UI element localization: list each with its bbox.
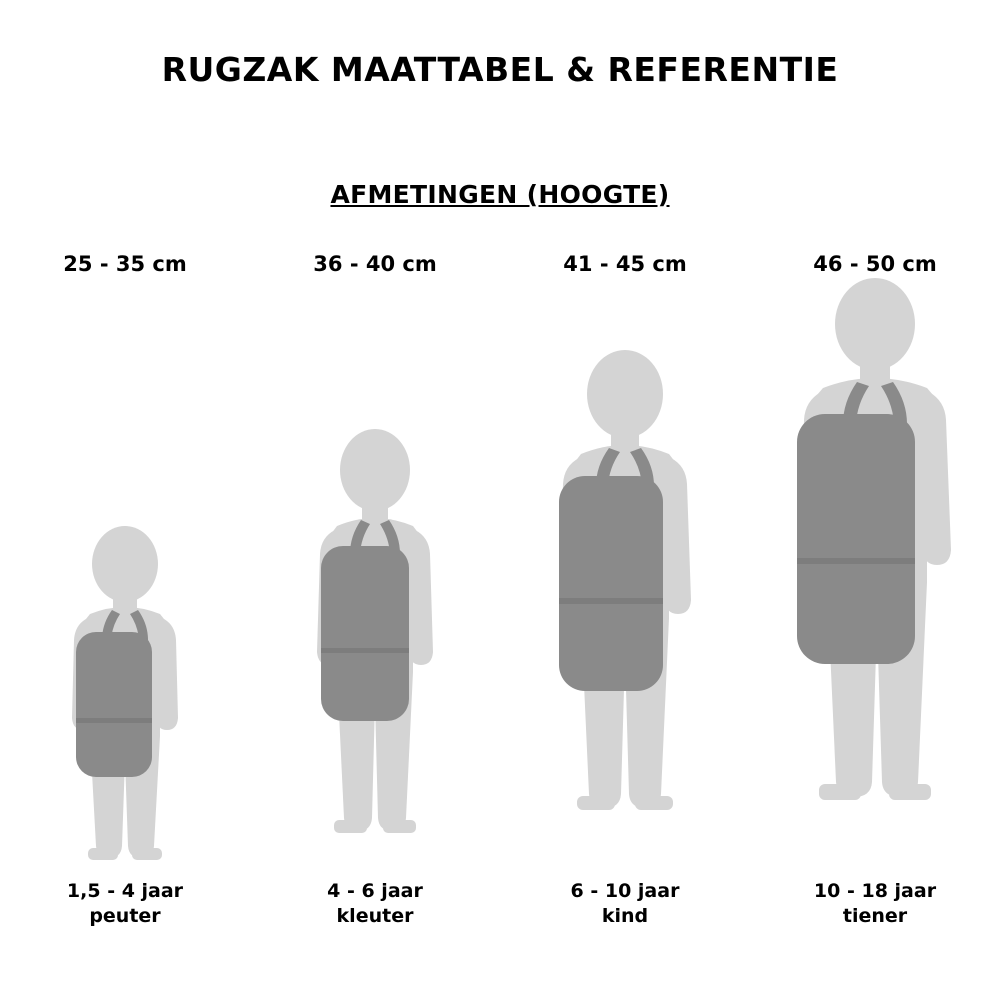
backpack-kind bbox=[559, 448, 663, 691]
size-column-peuter bbox=[0, 240, 250, 960]
category-kleuter: kleuter bbox=[336, 905, 414, 928]
size-label-kleuter: 36 - 40 cm bbox=[313, 252, 437, 276]
size-label-kind: 41 - 45 cm bbox=[563, 252, 687, 276]
size-column-kleuter bbox=[250, 240, 500, 960]
age-label-kleuter bbox=[250, 879, 500, 930]
age-range-kind: 6 - 10 jaar bbox=[570, 879, 680, 902]
backpack-tiener bbox=[797, 382, 915, 664]
age-range-peuter: 1,5 - 4 jaar bbox=[66, 879, 184, 902]
size-label-peuter: 25 - 35 cm bbox=[63, 252, 187, 276]
size-column-tiener bbox=[750, 240, 1000, 960]
category-tiener: tiener bbox=[842, 905, 908, 928]
size-column-kind bbox=[500, 240, 750, 960]
age-label-kind bbox=[500, 879, 750, 930]
figure-kleuter bbox=[250, 422, 500, 882]
size-label-tiener: 46 - 50 cm bbox=[813, 252, 937, 276]
age-range-kleuter: 4 - 6 jaar bbox=[327, 879, 423, 902]
section-title: AFMETINGEN (HOOGTE) bbox=[330, 180, 670, 209]
backpack-peuter bbox=[76, 610, 152, 777]
age-label-peuter bbox=[0, 879, 250, 930]
figure-tiener bbox=[750, 270, 1000, 882]
backpack-kleuter bbox=[321, 520, 409, 721]
figure-kind bbox=[500, 342, 750, 882]
size-columns bbox=[0, 240, 1000, 960]
category-kind: kind bbox=[601, 905, 649, 928]
page-title: RUGZAK MAATTABEL & REFERENTIE bbox=[161, 50, 839, 89]
age-label-tiener bbox=[750, 879, 1000, 930]
age-range-tiener: 10 - 18 jaar bbox=[813, 879, 937, 902]
category-peuter: peuter bbox=[89, 905, 161, 928]
figure-peuter bbox=[0, 522, 250, 882]
